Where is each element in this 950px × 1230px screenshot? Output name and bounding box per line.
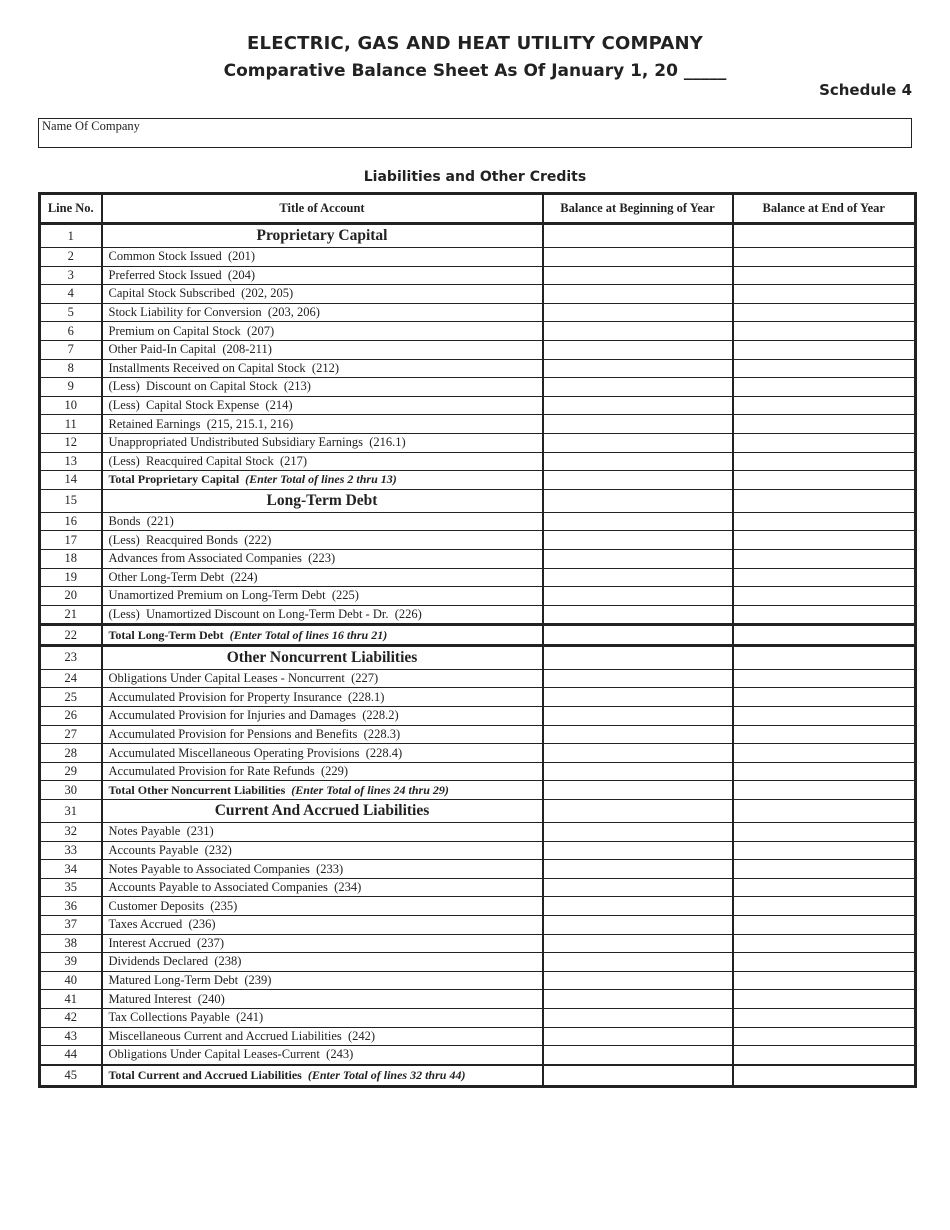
end-balance-cell[interactable] (733, 934, 916, 953)
account-title: Stock Liability for Conversion (203, 206) (102, 303, 543, 322)
table-row (40, 489, 916, 512)
end-balance-cell[interactable] (733, 568, 916, 587)
end-balance-cell[interactable] (733, 625, 916, 646)
line-number: 9 (40, 378, 102, 397)
line-number: 44 (40, 1046, 102, 1065)
table-row (40, 266, 916, 285)
beginning-balance-cell[interactable] (543, 224, 733, 248)
table-row (40, 433, 916, 452)
line-number: 38 (40, 934, 102, 953)
line-number: 12 (40, 433, 102, 452)
account-title: Miscellaneous Current and Accrued Liabilities (242) (102, 1027, 543, 1046)
beginning-balance-cell[interactable] (543, 587, 733, 606)
end-balance-cell[interactable] (733, 860, 916, 879)
end-balance-cell[interactable] (733, 471, 916, 490)
end-balance-cell[interactable] (733, 1027, 916, 1046)
total-label: Total Long-Term Debt (108, 627, 224, 642)
beginning-balance-cell[interactable] (543, 415, 733, 434)
beginning-balance-cell[interactable] (543, 860, 733, 879)
line-number: 5 (40, 303, 102, 322)
beginning-balance-cell[interactable] (543, 625, 733, 646)
beginning-balance-cell[interactable] (543, 378, 733, 397)
total-instruction: (Enter Total of lines 24 thru 29) (291, 782, 449, 797)
account-title: (Less) Unamortized Discount on Long-Term Debt - Dr. (226) (102, 605, 543, 625)
line-number: 18 (40, 549, 102, 568)
account-title (102, 471, 543, 490)
line-number: 23 (40, 645, 102, 669)
end-balance-cell[interactable] (733, 248, 916, 267)
liabilities-table (38, 192, 917, 1088)
account-title: Capital Stock Subscribed (202, 205) (102, 285, 543, 304)
table-row (40, 605, 916, 625)
account-title: (Less) Discount on Capital Stock (213) (102, 378, 543, 397)
account-title: Accumulated Provision for Rate Refunds (229) (102, 762, 543, 781)
end-balance-cell[interactable] (733, 669, 916, 688)
table-row (40, 549, 916, 568)
line-number: 4 (40, 285, 102, 304)
table-row (40, 878, 916, 897)
line-number: 10 (40, 396, 102, 415)
table-row (40, 1008, 916, 1027)
end-balance-cell[interactable] (733, 378, 916, 397)
total-label: Total Other Noncurrent Liabilities (108, 782, 286, 797)
table-row (40, 744, 916, 763)
table-row (40, 669, 916, 688)
end-balance-cell[interactable] (733, 512, 916, 531)
beginning-balance-cell[interactable] (543, 878, 733, 897)
beginning-balance-cell[interactable] (543, 266, 733, 285)
end-balance-cell[interactable] (733, 800, 916, 823)
table-header-row (40, 194, 916, 224)
beginning-balance-cell[interactable] (543, 762, 733, 781)
table-row (40, 934, 916, 953)
line-number: 8 (40, 359, 102, 378)
schedule-label: Schedule 4 (819, 81, 912, 99)
beginning-balance-cell[interactable] (543, 781, 733, 800)
account-title: Customer Deposits (235) (102, 897, 543, 916)
account-title: (Less) Reacquired Capital Stock (217) (102, 452, 543, 471)
line-number: 20 (40, 587, 102, 606)
table-row (40, 707, 916, 726)
account-title: Installments Received on Capital Stock (212) (102, 359, 543, 378)
account-title: Accumulated Miscellaneous Operating Provisions (228.4) (102, 744, 543, 763)
line-number: 2 (40, 248, 102, 267)
table-row (40, 1065, 916, 1087)
beginning-balance-cell[interactable] (543, 1065, 733, 1087)
account-title: Other Paid-In Capital (208-211) (102, 340, 543, 359)
table-row (40, 953, 916, 972)
table-row (40, 568, 916, 587)
end-balance-cell[interactable] (733, 605, 916, 625)
account-title: Matured Interest (240) (102, 990, 543, 1009)
account-title (102, 1065, 543, 1087)
section-heading: Other Noncurrent Liabilities (102, 645, 543, 669)
end-balance-cell[interactable] (733, 1008, 916, 1027)
account-title: Matured Long-Term Debt (239) (102, 971, 543, 990)
account-title: (Less) Capital Stock Expense (214) (102, 396, 543, 415)
account-title: Obligations Under Capital Leases - Noncurrent (227) (102, 669, 543, 688)
end-balance-cell[interactable] (733, 549, 916, 568)
form-subtitle: Comparative Balance Sheet As Of January 1, 20 _____ (223, 61, 727, 81)
line-number: 37 (40, 916, 102, 935)
table-row (40, 823, 916, 842)
account-title: Accounts Payable to Associated Companies (234) (102, 878, 543, 897)
table-row (40, 285, 916, 304)
beginning-balance-cell[interactable] (543, 489, 733, 512)
end-balance-cell[interactable] (733, 762, 916, 781)
table-row (40, 990, 916, 1009)
total-label: Total Current and Accrued Liabilities (108, 1067, 302, 1082)
end-balance-cell[interactable] (733, 645, 916, 669)
line-number: 35 (40, 878, 102, 897)
line-number: 39 (40, 953, 102, 972)
beginning-balance-cell[interactable] (543, 934, 733, 953)
beginning-balance-cell[interactable] (543, 953, 733, 972)
end-balance-cell[interactable] (733, 340, 916, 359)
line-number: 13 (40, 452, 102, 471)
line-number: 6 (40, 322, 102, 341)
account-title: Premium on Capital Stock (207) (102, 322, 543, 341)
line-number: 43 (40, 1027, 102, 1046)
line-number: 19 (40, 568, 102, 587)
total-instruction: (Enter Total of lines 16 thru 21) (229, 627, 388, 642)
end-balance-cell[interactable] (733, 1046, 916, 1065)
line-number: 3 (40, 266, 102, 285)
account-title (102, 781, 543, 800)
company-name-field[interactable] (38, 118, 912, 148)
beginning-balance-cell[interactable] (543, 645, 733, 669)
account-title: Common Stock Issued (201) (102, 248, 543, 267)
table-row (40, 725, 916, 744)
end-balance-cell[interactable] (733, 990, 916, 1009)
beginning-balance-cell[interactable] (543, 744, 733, 763)
section-heading: Proprietary Capital (102, 224, 543, 248)
beginning-balance-cell[interactable] (543, 285, 733, 304)
table-row (40, 248, 916, 267)
end-balance-cell[interactable] (733, 823, 916, 842)
end-balance-cell[interactable] (733, 266, 916, 285)
line-number: 29 (40, 762, 102, 781)
line-number: 36 (40, 897, 102, 916)
account-title: Taxes Accrued (236) (102, 916, 543, 935)
beginning-balance-cell[interactable] (543, 568, 733, 587)
table-row (40, 322, 916, 341)
table-body (40, 224, 916, 1087)
beginning-balance-cell[interactable] (543, 823, 733, 842)
total-instruction: (Enter Total of lines 2 thru 13) (245, 472, 397, 487)
line-number: 30 (40, 781, 102, 800)
total-instruction: (Enter Total of lines 32 thru 44) (307, 1067, 466, 1082)
account-title: Unamortized Premium on Long-Term Debt (225) (102, 587, 543, 606)
total-label: Total Proprietary Capital (108, 472, 240, 487)
beginning-balance-cell[interactable] (543, 669, 733, 688)
end-balance-cell[interactable] (733, 322, 916, 341)
line-number: 25 (40, 688, 102, 707)
beginning-balance-cell[interactable] (543, 725, 733, 744)
table-row (40, 800, 916, 823)
beginning-balance-cell[interactable] (543, 396, 733, 415)
beginning-balance-cell[interactable] (543, 971, 733, 990)
beginning-balance-cell[interactable] (543, 688, 733, 707)
table-row (40, 625, 916, 646)
end-balance-cell[interactable] (733, 781, 916, 800)
account-title: Dividends Declared (238) (102, 953, 543, 972)
line-number: 16 (40, 512, 102, 531)
beginning-balance-cell[interactable] (543, 322, 733, 341)
account-title: Other Long-Term Debt (224) (102, 568, 543, 587)
table-row (40, 897, 916, 916)
line-number: 45 (40, 1065, 102, 1087)
account-title: Advances from Associated Companies (223) (102, 549, 543, 568)
account-title: Bonds (221) (102, 512, 543, 531)
end-balance-cell[interactable] (733, 1065, 916, 1087)
end-balance-cell[interactable] (733, 433, 916, 452)
table-row (40, 1027, 916, 1046)
table-row (40, 688, 916, 707)
table-row (40, 340, 916, 359)
beginning-balance-cell[interactable] (543, 800, 733, 823)
line-number: 27 (40, 725, 102, 744)
table-row (40, 452, 916, 471)
account-title: (Less) Reacquired Bonds (222) (102, 531, 543, 550)
line-number: 31 (40, 800, 102, 823)
beginning-balance-cell[interactable] (543, 340, 733, 359)
line-number: 41 (40, 990, 102, 1009)
table-row (40, 1046, 916, 1065)
beginning-balance-cell[interactable] (543, 471, 733, 490)
account-title: Notes Payable to Associated Companies (233) (102, 860, 543, 879)
table-row (40, 762, 916, 781)
line-number: 24 (40, 669, 102, 688)
section-heading: Long-Term Debt (102, 489, 543, 512)
line-number: 14 (40, 471, 102, 490)
table-row (40, 224, 916, 248)
beginning-balance-cell[interactable] (543, 1008, 733, 1027)
line-number: 15 (40, 489, 102, 512)
beginning-balance-cell[interactable] (543, 605, 733, 625)
line-number: 42 (40, 1008, 102, 1027)
line-number: 21 (40, 605, 102, 625)
table-row (40, 378, 916, 397)
beginning-balance-cell[interactable] (543, 1046, 733, 1065)
beginning-balance-cell[interactable] (543, 841, 733, 860)
table-row (40, 512, 916, 531)
line-number: 34 (40, 860, 102, 879)
beginning-balance-cell[interactable] (543, 433, 733, 452)
table-row (40, 916, 916, 935)
line-number: 17 (40, 531, 102, 550)
line-number: 26 (40, 707, 102, 726)
account-title: Preferred Stock Issued (204) (102, 266, 543, 285)
end-balance-cell[interactable] (733, 224, 916, 248)
table-row (40, 587, 916, 606)
end-balance-cell[interactable] (733, 707, 916, 726)
beginning-balance-cell[interactable] (543, 707, 733, 726)
end-balance-cell[interactable] (733, 897, 916, 916)
company-name-label: Name Of Company (42, 119, 140, 133)
table-row (40, 359, 916, 378)
section-heading: Current And Accrued Liabilities (102, 800, 543, 823)
line-number: 40 (40, 971, 102, 990)
end-balance-cell[interactable] (733, 415, 916, 434)
column-header-title: Title of Account (102, 194, 543, 224)
end-balance-cell[interactable] (733, 953, 916, 972)
account-title: Accumulated Provision for Property Insurance (228.1) (102, 688, 543, 707)
table-row (40, 781, 916, 800)
table-row (40, 471, 916, 490)
line-number: 28 (40, 744, 102, 763)
end-balance-cell[interactable] (733, 841, 916, 860)
end-balance-cell[interactable] (733, 744, 916, 763)
beginning-balance-cell[interactable] (543, 990, 733, 1009)
table-row (40, 415, 916, 434)
account-title: Accounts Payable (232) (102, 841, 543, 860)
end-balance-cell[interactable] (733, 359, 916, 378)
account-title (102, 625, 543, 646)
account-title: Accumulated Provision for Injuries and Damages (228.2) (102, 707, 543, 726)
column-header-beginning-balance: Balance at Beginning of Year (543, 194, 733, 224)
column-header-end-balance: Balance at End of Year (733, 194, 916, 224)
beginning-balance-cell[interactable] (543, 452, 733, 471)
line-number: 22 (40, 625, 102, 646)
account-title: Notes Payable (231) (102, 823, 543, 842)
table-row (40, 531, 916, 550)
table-row (40, 841, 916, 860)
end-balance-cell[interactable] (733, 916, 916, 935)
account-title: Interest Accrued (237) (102, 934, 543, 953)
form-title: ELECTRIC, GAS AND HEAT UTILITY COMPANY (247, 33, 703, 54)
beginning-balance-cell[interactable] (543, 897, 733, 916)
account-title: Retained Earnings (215, 215.1, 216) (102, 415, 543, 434)
beginning-balance-cell[interactable] (543, 531, 733, 550)
end-balance-cell[interactable] (733, 878, 916, 897)
beginning-balance-cell[interactable] (543, 512, 733, 531)
beginning-balance-cell[interactable] (543, 248, 733, 267)
beginning-balance-cell[interactable] (543, 1027, 733, 1046)
table-row (40, 396, 916, 415)
end-balance-cell[interactable] (733, 303, 916, 322)
end-balance-cell[interactable] (733, 688, 916, 707)
end-balance-cell[interactable] (733, 971, 916, 990)
account-title: Obligations Under Capital Leases-Current (243) (102, 1046, 543, 1065)
end-balance-cell[interactable] (733, 396, 916, 415)
line-number: 1 (40, 224, 102, 248)
line-number: 11 (40, 415, 102, 434)
table-row (40, 645, 916, 669)
column-header-line-no: Line No. (40, 194, 102, 224)
table-row (40, 860, 916, 879)
beginning-balance-cell[interactable] (543, 303, 733, 322)
end-balance-cell[interactable] (733, 725, 916, 744)
table-row (40, 971, 916, 990)
end-balance-cell[interactable] (733, 285, 916, 304)
line-number: 7 (40, 340, 102, 359)
end-balance-cell[interactable] (733, 452, 916, 471)
account-title: Unappropriated Undistributed Subsidiary Earnings (216.1) (102, 433, 543, 452)
account-title: Tax Collections Payable (241) (102, 1008, 543, 1027)
account-title: Accumulated Provision for Pensions and Benefits (228.3) (102, 725, 543, 744)
beginning-balance-cell[interactable] (543, 359, 733, 378)
beginning-balance-cell[interactable] (543, 549, 733, 568)
end-balance-cell[interactable] (733, 531, 916, 550)
line-number: 33 (40, 841, 102, 860)
end-balance-cell[interactable] (733, 587, 916, 606)
end-balance-cell[interactable] (733, 489, 916, 512)
section-title: Liabilities and Other Credits (363, 169, 587, 185)
beginning-balance-cell[interactable] (543, 916, 733, 935)
line-number: 32 (40, 823, 102, 842)
table-row (40, 303, 916, 322)
